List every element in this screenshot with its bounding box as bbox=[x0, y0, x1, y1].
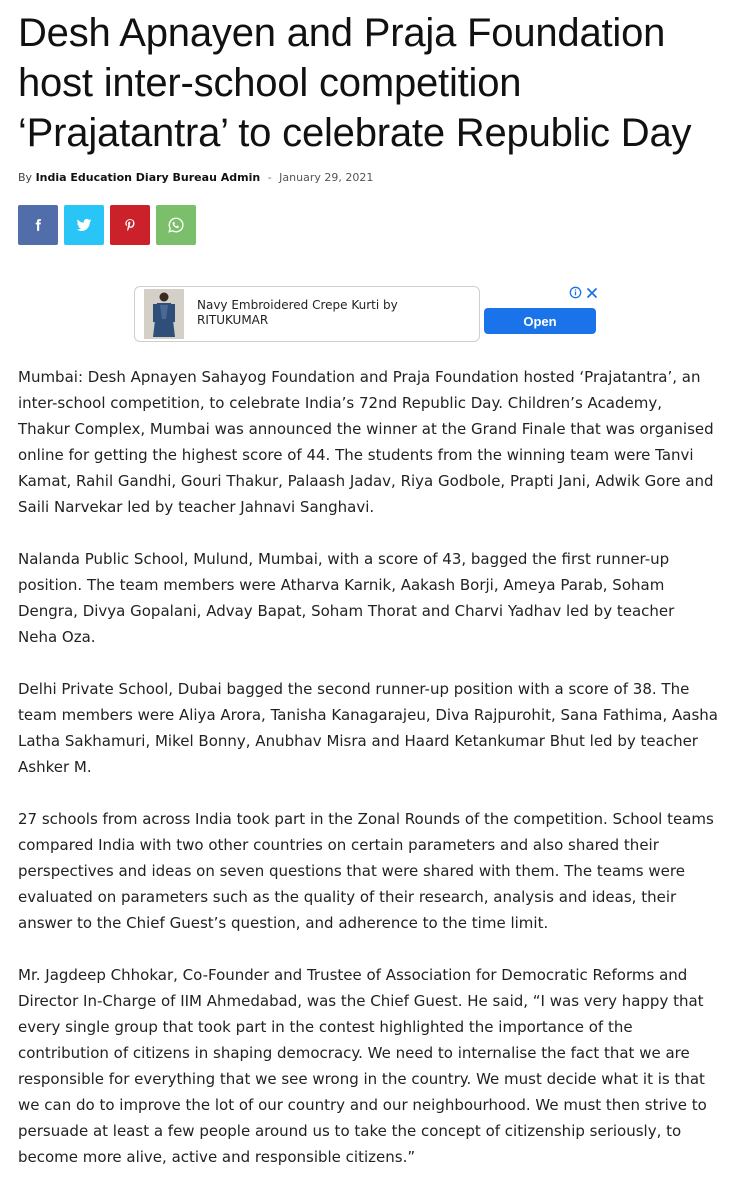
ad-card[interactable] bbox=[134, 286, 480, 342]
article-body bbox=[18, 364, 718, 1196]
byline-author-link[interactable]: India Education Diary Bureau Admin bbox=[35, 171, 261, 184]
whatsapp-icon bbox=[167, 216, 185, 234]
ad-banner[interactable] bbox=[134, 286, 597, 342]
ad-text[interactable]: Navy Embroidered Crepe Kurti by RITUKUMAR bbox=[197, 298, 398, 327]
ad-badges bbox=[569, 286, 598, 299]
ad-product-image[interactable] bbox=[144, 289, 184, 339]
facebook-icon bbox=[31, 218, 45, 232]
kurti-figure-icon bbox=[144, 289, 184, 339]
byline-separator: - bbox=[267, 171, 272, 184]
byline-date: January 29, 2021 bbox=[279, 171, 374, 184]
article-paragraph: Mumbai: Desh Apnayen Sahayog Foundation and Praja Foundation hosted ‘Prajatantra’, an inter-school competition, to celebrate India’s 72nd Republic Day. Children’s Academy, Thakur Complex, Mumbai was announced the winner at the Grand Finale that was organised online for getting the highest score of 44. The students from the winning team were Tanvi Kamat, Rahil Gandhi, Gouri Thakur, Palaash Jadav, Riya Godbole, Prapti Jani, Adwik Gore and Saili Narvekar led by teacher Jahnavi Sanghavi. bbox=[18, 368, 714, 516]
close-icon[interactable] bbox=[586, 287, 598, 299]
share-buttons bbox=[18, 205, 712, 245]
twitter-icon bbox=[76, 217, 92, 233]
ad-open-button[interactable]: Open bbox=[484, 308, 596, 334]
share-whatsapp-button[interactable] bbox=[156, 205, 196, 245]
share-facebook-button[interactable] bbox=[18, 205, 58, 245]
ad-choices-icon[interactable] bbox=[569, 286, 582, 299]
article-paragraph: Mr. Jagdeep Chhokar, Co-Founder and Trustee of Association for Democratic Reforms and Director In-Charge of IIM Ahmedabad, was the Chief Guest. He said, “I was very happy that every single group that took part in the contest highlighted the importance of the contribution of citizens in shaping democracy. We need to internalise the fact that we are responsible for everything that we see wrong in the country. We must decide what it is that we can do to improve the lot of our country and our neighbourhood. We must then strive to persuade at least a few people around us to take the concept of citizenship seriously, to become more alive, active and responsible citizens.” bbox=[18, 966, 707, 1166]
share-pinterest-button[interactable] bbox=[110, 205, 150, 245]
byline-by: By bbox=[18, 171, 33, 184]
pinterest-icon bbox=[123, 218, 137, 232]
article-paragraph: Nalanda Public School, Mulund, Mumbai, with a score of 43, bagged the first runner-up position. The team members were Atharva Karnik, Aakash Borji, Ameya Parab, Soham Dengra, Divya Gopalani, Advay Bapat, Soham Thorat and Charvi Yadhav led by teacher Neha Oza. bbox=[18, 550, 675, 646]
article-paragraph: Delhi Private School, Dubai bagged the second runner-up position with a score of 38. The team members were Aliya Arora, Tanisha Kanagarajeu, Diva Rajpurohit, Sana Fathima, Aasha Latha Sakhamuri, Mikel Bonny, Anubhav Misra and Haard Ketankumar Bhut led by teacher Ashker M. bbox=[18, 680, 718, 776]
article-title: Desh Apnayen and Praja Foundation host inter-school competition ‘Prajatantra’ to celebrate Republic Day bbox=[18, 11, 692, 155]
article-paragraph: 27 schools from across India took part in the Zonal Rounds of the competition. School teams compared India with two other countries on certain parameters and also shared their perspectives and ideas on seven questions that were shared with them. The teams were evaluated on parameters such as the quality of their research, analysis and ideas, their answer to the Chief Guest’s question, and adherence to the time limit. bbox=[18, 810, 714, 932]
share-twitter-button[interactable] bbox=[64, 205, 104, 245]
article-byline bbox=[18, 170, 712, 186]
